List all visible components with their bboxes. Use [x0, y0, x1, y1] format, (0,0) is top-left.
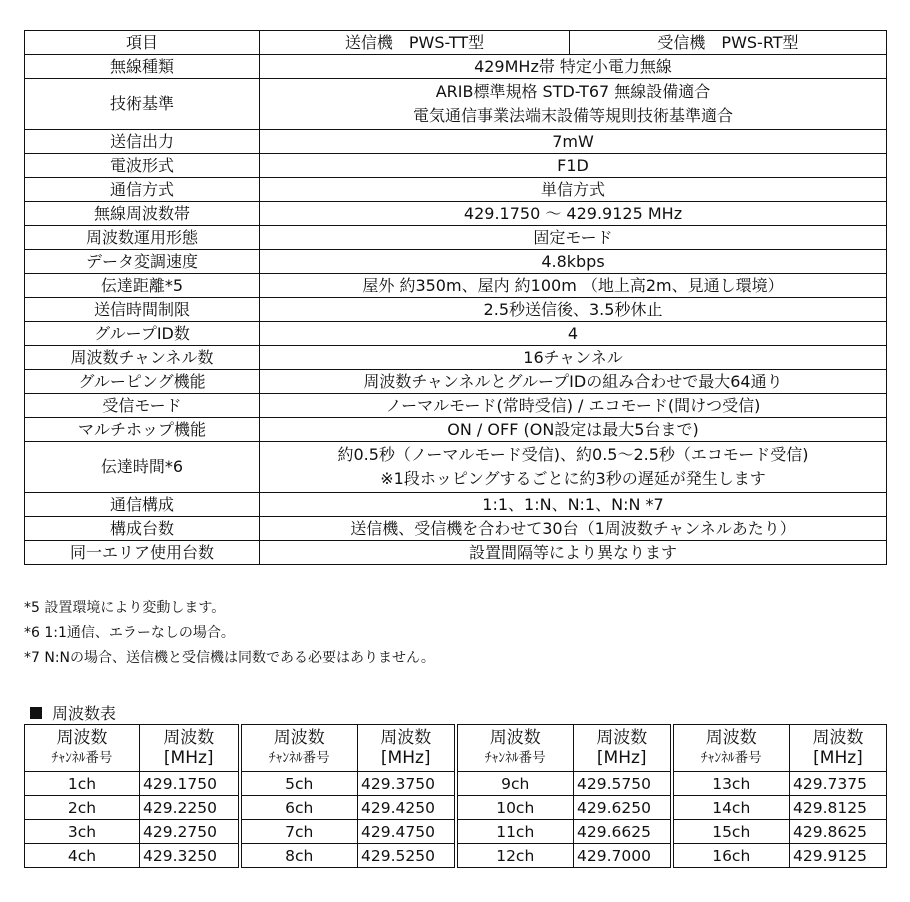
spec-value-line: 電気通信事業法端末設備等規則技術基準適合: [412, 106, 733, 125]
header-frequency-mhz: [358, 725, 456, 772]
header-text: 周波数: [163, 728, 215, 748]
spec-label: 電波形式: [25, 154, 260, 178]
channel-cell: 7ch: [240, 820, 358, 844]
header-text: 周波数: [812, 728, 864, 748]
channel-cell: 2ch: [25, 796, 140, 820]
channel-cell: 14ch: [672, 796, 790, 820]
channel-cell: 12ch: [456, 844, 574, 868]
header-text: [MHz]: [596, 748, 647, 768]
spec-label: 伝達時間*6: [25, 442, 260, 493]
spec-value: 16チャンネル: [260, 346, 887, 370]
frequency-cell: 429.2750: [140, 820, 240, 844]
channel-cell: 8ch: [240, 844, 358, 868]
spec-row: [25, 79, 887, 130]
frequency-table-head: [25, 725, 887, 772]
spec-label: 周波数運用形態: [25, 226, 260, 250]
spec-row: [25, 346, 887, 370]
frequency-cell: 429.9125: [790, 844, 887, 868]
frequency-row: [25, 844, 887, 868]
header-text: [MHz]: [163, 748, 214, 768]
spec-value: 単信方式: [260, 178, 887, 202]
spec-row: [25, 250, 887, 274]
spec-row: [25, 274, 887, 298]
header-text: 周波数: [596, 728, 648, 748]
spec-label: 送信出力: [25, 130, 260, 154]
header-text: 周波数: [705, 728, 757, 748]
spec-value: 送信機、受信機を合わせて30台（1周波数チャンネルあたり）: [260, 517, 887, 541]
header-text: ﾁｬﾝﾈﾙ番号: [700, 750, 762, 766]
footnote: *7 N:Nの場合、送信機と受信機は同数である必要はありません。: [24, 650, 435, 666]
spec-value-line: ※1段ホッピングするごとに約3秒の遅延が発生します: [380, 469, 766, 488]
frequency-cell: 429.6250: [574, 796, 672, 820]
frequency-header-row: [25, 725, 887, 772]
spec-row: [25, 202, 887, 226]
spec-value-line: 約0.5秒（ノーマルモード受信)、約0.5～2.5秒（エコモード受信): [337, 445, 809, 464]
frequency-table-title: [24, 701, 116, 724]
footnotes: [24, 596, 435, 671]
frequency-row: [25, 796, 887, 820]
frequency-cell: 429.7375: [790, 772, 887, 796]
frequency-cell: 429.3250: [140, 844, 240, 868]
header-channel-number: [672, 725, 790, 772]
spec-label: 同一エリア使用台数: [25, 541, 260, 565]
channel-cell: 6ch: [240, 796, 358, 820]
frequency-row: [25, 772, 887, 796]
frequency-cell: 429.5750: [574, 772, 672, 796]
spec-value: 7mW: [260, 130, 887, 154]
channel-cell: 9ch: [456, 772, 574, 796]
spec-row: [25, 517, 887, 541]
frequency-cell: 429.6625: [574, 820, 672, 844]
spec-value: [260, 442, 887, 493]
spec-header-item: 項目: [25, 31, 260, 55]
spec-label: グルーピング機能: [25, 370, 260, 394]
header-frequency-mhz: [140, 725, 240, 772]
frequency-cell: 429.5250: [358, 844, 456, 868]
spec-row: [25, 226, 887, 250]
spec-table-body: [25, 31, 887, 565]
spec-table: [24, 30, 887, 565]
spec-label: データ変調速度: [25, 250, 260, 274]
header-text: [MHz]: [380, 748, 431, 768]
spec-header-receiver: 受信機 PWS-RT型: [570, 31, 887, 55]
frequency-row: [25, 820, 887, 844]
header-text: 周波数: [380, 728, 432, 748]
header-text: 周波数: [56, 728, 108, 748]
spec-value: ON / OFF (ON設定は最大5台まで): [260, 418, 887, 442]
spec-row: [25, 178, 887, 202]
frequency-cell: 429.2250: [140, 796, 240, 820]
header-channel-number: [456, 725, 574, 772]
spec-row: [25, 298, 887, 322]
footnote: *5 設置環境により変動します。: [24, 600, 226, 616]
channel-cell: 13ch: [672, 772, 790, 796]
header-text: ﾁｬﾝﾈﾙ番号: [484, 750, 546, 766]
spec-value: 周波数チャンネルとグループIDの組み合わせで最大64通り: [260, 370, 887, 394]
spec-value: ノーマルモード(常時受信) / エコモード(間けつ受信): [260, 394, 887, 418]
frequency-cell: 429.3750: [358, 772, 456, 796]
spec-value-line: ARIB標準規格 STD-T67 無線設備適合: [435, 82, 711, 101]
channel-cell: 10ch: [456, 796, 574, 820]
header-frequency-mhz: [790, 725, 887, 772]
spec-row: [25, 541, 887, 565]
spec-label: 技術基準: [25, 79, 260, 130]
spec-row: [25, 55, 887, 79]
spec-value: 固定モード: [260, 226, 887, 250]
spec-value: 2.5秒送信後、3.5秒休止: [260, 298, 887, 322]
spec-label: グループID数: [25, 322, 260, 346]
frequency-cell: 429.4250: [358, 796, 456, 820]
frequency-cell: 429.4750: [358, 820, 456, 844]
frequency-table: [24, 724, 887, 868]
channel-cell: 4ch: [25, 844, 140, 868]
frequency-cell: 429.8625: [790, 820, 887, 844]
square-bullet-icon: [30, 707, 42, 719]
footnote: *6 1:1通信、エラーなしの場合。: [24, 625, 235, 641]
spec-label: マルチホップ機能: [25, 418, 260, 442]
spec-value: [260, 79, 887, 130]
frequency-cell: 429.7000: [574, 844, 672, 868]
spec-label: 構成台数: [25, 517, 260, 541]
channel-cell: 15ch: [672, 820, 790, 844]
spec-value: 429.1750 ～ 429.9125 MHz: [260, 202, 887, 226]
spec-label: 通信方式: [25, 178, 260, 202]
spec-label: 伝達距離*5: [25, 274, 260, 298]
spec-row: [25, 130, 887, 154]
header-text: ﾁｬﾝﾈﾙ番号: [268, 750, 330, 766]
spec-row: [25, 370, 887, 394]
channel-cell: 3ch: [25, 820, 140, 844]
header-channel-number: [240, 725, 358, 772]
channel-cell: 5ch: [240, 772, 358, 796]
channel-cell: 16ch: [672, 844, 790, 868]
spec-row: [25, 322, 887, 346]
channel-cell: 11ch: [456, 820, 574, 844]
spec-row: [25, 493, 887, 517]
spec-header-transmitter: 送信機 PWS-TT型: [260, 31, 570, 55]
header-text: 周波数: [489, 728, 541, 748]
header-text: ﾁｬﾝﾈﾙ番号: [51, 750, 113, 766]
spec-label: 受信モード: [25, 394, 260, 418]
spec-value: 設置間隔等により異なります: [260, 541, 887, 565]
spec-row: [25, 442, 887, 493]
spec-row: [25, 394, 887, 418]
spec-row: [25, 418, 887, 442]
spec-value: 429MHz帯 特定小電力無線: [260, 55, 887, 79]
spec-label: 無線種類: [25, 55, 260, 79]
spec-label: 通信構成: [25, 493, 260, 517]
frequency-table-body: [25, 772, 887, 868]
spec-row: [25, 154, 887, 178]
frequency-cell: 429.8125: [790, 796, 887, 820]
spec-value: 4: [260, 322, 887, 346]
spec-header-row: [25, 31, 887, 55]
spec-value: 1:1、1:N、N:1、N:N *7: [260, 493, 887, 517]
spec-label: 送信時間制限: [25, 298, 260, 322]
header-frequency-mhz: [574, 725, 672, 772]
spec-value: 4.8kbps: [260, 250, 887, 274]
spec-value: 屋外 約350m、屋内 約100m （地上高2m、見通し環境）: [260, 274, 887, 298]
header-channel-number: [25, 725, 140, 772]
spec-label: 周波数チャンネル数: [25, 346, 260, 370]
frequency-table-title-text: 周波数表: [52, 704, 117, 723]
spec-label: 無線周波数帯: [25, 202, 260, 226]
header-text: 周波数: [273, 728, 325, 748]
channel-cell: 1ch: [25, 772, 140, 796]
spec-value: F1D: [260, 154, 887, 178]
header-text: [MHz]: [813, 748, 863, 768]
frequency-cell: 429.1750: [140, 772, 240, 796]
